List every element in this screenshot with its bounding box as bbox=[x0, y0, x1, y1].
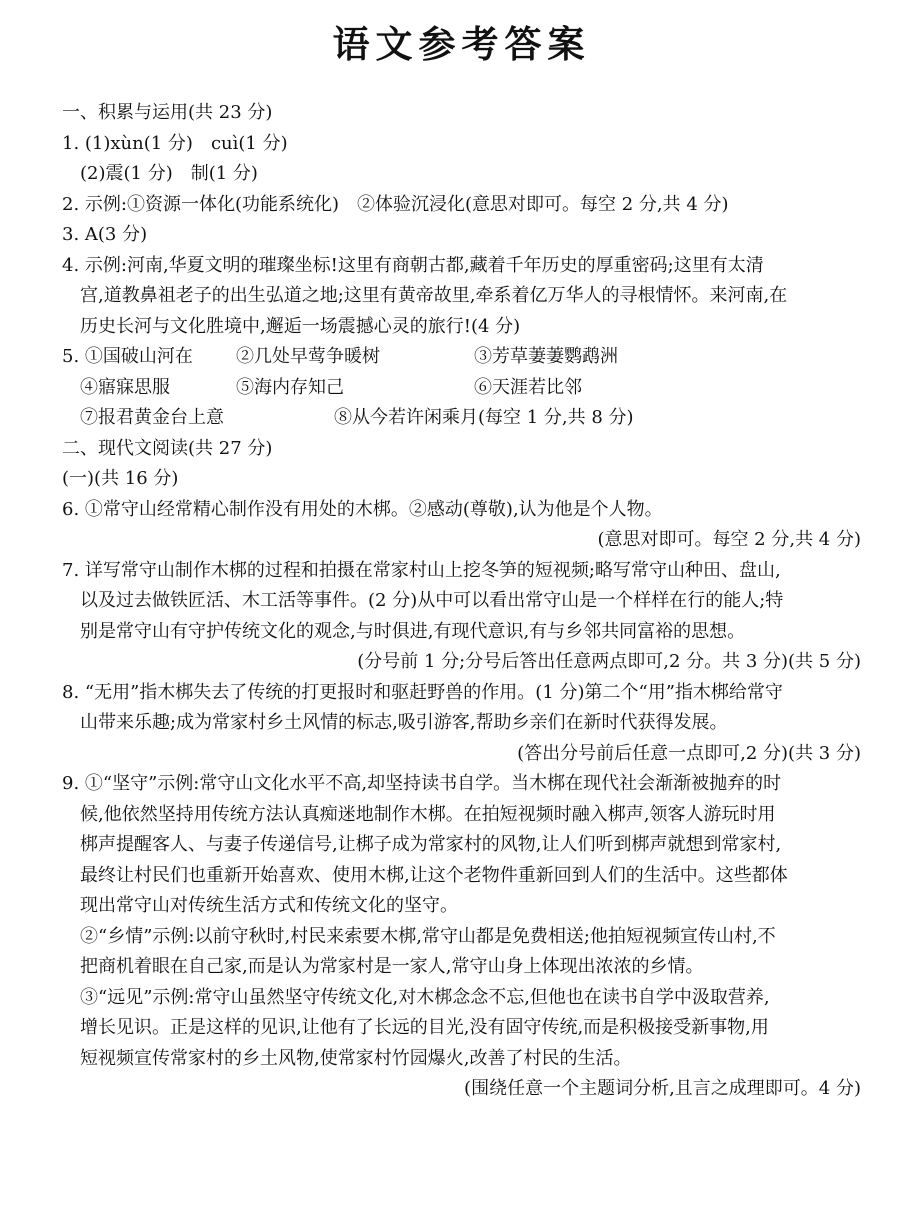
q5-cell: ⑥天涯若比邻 bbox=[474, 376, 582, 398]
q5-cell: ⑤海内存知己 bbox=[236, 376, 344, 398]
answer-line: 候,他依然坚持用传统方法认真痴迷地制作木梆。在拍短视频时融入梆声,领客人游玩时用 bbox=[80, 803, 776, 825]
q5-row bbox=[62, 342, 861, 373]
q5-row bbox=[62, 403, 861, 434]
q5-cell: ⑧从今若许闲乘月(每空 1 分,共 8 分) bbox=[334, 407, 634, 428]
answer-line: 1. (1)xùn(1 分) cuì(1 分) bbox=[62, 132, 288, 154]
answer-line: 2. 示例:①资源一体化(功能系统化) ②体验沉浸化(意思对即可。每空 2 分,共 4 分) bbox=[62, 193, 729, 215]
section-heading-2: 二、现代文阅读(共 27 分) bbox=[62, 437, 273, 459]
answer-line: 现出常守山对传统生活方式和传统文化的坚守。 bbox=[80, 895, 458, 916]
answer-line: 宫,道教鼻祖老子的出生弘道之地;这里有黄帝故里,牵系着亿万华人的寻根情怀。来河南,在 bbox=[80, 285, 788, 306]
answer-line: 把商机着眼在自己家,而是认为常家村是一家人,常守山身上体现出浓浓的乡情。 bbox=[80, 956, 704, 977]
answer-line: 9. ①“坚守”示例:常守山文化水平不高,却坚持读书自学。当木梆在现代社会渐渐被抛弃的时 bbox=[62, 773, 782, 794]
q5-cell: ③芳草萋萋鹦鹉洲 bbox=[474, 346, 618, 367]
answer-line: 别是常守山有守护传统文化的观念,与时俱进,有现代意识,有与乡邻共同富裕的思想。 bbox=[80, 620, 746, 642]
answer-line: 历史长河与文化胜境中,邂逅一场震撼心灵的旅行!(4 分) bbox=[80, 315, 521, 337]
answer-line: 最终让村民们也重新开始喜欢、使用木梆,让这个老物件重新回到人们的生活中。这些都体 bbox=[80, 864, 788, 886]
answer-line: 4. 示例:河南,华夏文明的璀璨坐标!这里有商朝古都,藏着千年历史的厚重密码;这里有太清 bbox=[62, 254, 764, 276]
q5-cell: ②几处早莺争暖树 bbox=[236, 346, 380, 367]
answer-line: 增长见识。正是这样的见识,让他有了长远的目光,没有固守传统,而是积极接受新事物,用 bbox=[80, 1017, 769, 1038]
subsection-heading: (一)(共 16 分) bbox=[62, 468, 179, 489]
answer-line: ③“远见”示例:常守山虽然坚守传统文化,对木梆念念不忘,但他也在读书自学中汲取营养, bbox=[80, 986, 770, 1008]
q5-cell: 5. ①国破山河在 bbox=[62, 346, 193, 367]
scoring-note: (意思对即可。每空 2 分,共 4 分) bbox=[597, 529, 861, 550]
page-title: 语文参考答案 bbox=[332, 23, 591, 66]
answer-line: (2)震(1 分) 制(1 分) bbox=[80, 163, 258, 184]
answer-line: 短视频宣传常家村的乡土风物,使常家村竹园爆火,改善了村民的生活。 bbox=[80, 1047, 632, 1069]
answer-line: 梆声提醒客人、与妻子传递信号,让梆子成为常家村的风物,让人们听到梆声就想到常家村, bbox=[80, 834, 782, 855]
q5-cell: ⑦报君黄金台上意 bbox=[80, 407, 224, 428]
answer-line: 6. ①常守山经常精心制作没有用处的木梆。②感动(尊敬),认为他是个人物。 bbox=[62, 498, 663, 520]
answer-content bbox=[62, 98, 861, 1105]
scoring-note: (围绕任意一个主题词分析,且言之成理即可。4 分) bbox=[464, 1078, 861, 1099]
answer-line: 8. “无用”指木梆失去了传统的打更报时和驱赶野兽的作用。(1 分)第二个“用”指木梆给常守 bbox=[62, 681, 783, 703]
answer-line: 7. 详写常守山制作木梆的过程和拍摄在常家村山上挖冬笋的短视频;略写常守山种田、盘山, bbox=[62, 559, 781, 581]
answer-line: ②“乡情”示例:以前守秋时,村民来索要木梆,常守山都是免费相送;他拍短视频宣传山村,不 bbox=[80, 925, 776, 947]
answer-line: 山带来乐趣;成为常家村乡土风情的标志,吸引游客,帮助乡亲们在新时代获得发展。 bbox=[80, 712, 728, 733]
scoring-note: (答出分号前后任意一点即可,2 分)(共 3 分) bbox=[517, 742, 861, 764]
section-heading-1: 一、积累与运用(共 23 分) bbox=[62, 102, 273, 123]
q5-row bbox=[62, 373, 861, 404]
q5-cell: ④寤寐思服 bbox=[80, 376, 170, 398]
answer-line: 以及过去做铁匠活、木工活等事件。(2 分)从中可以看出常守山是一个样样在行的能人;特 bbox=[80, 590, 784, 611]
answer-line: 3. A(3 分) bbox=[62, 224, 148, 245]
scoring-note: (分号前 1 分;分号后答出任意两点即可,2 分。共 3 分)(共 5 分) bbox=[357, 651, 861, 672]
